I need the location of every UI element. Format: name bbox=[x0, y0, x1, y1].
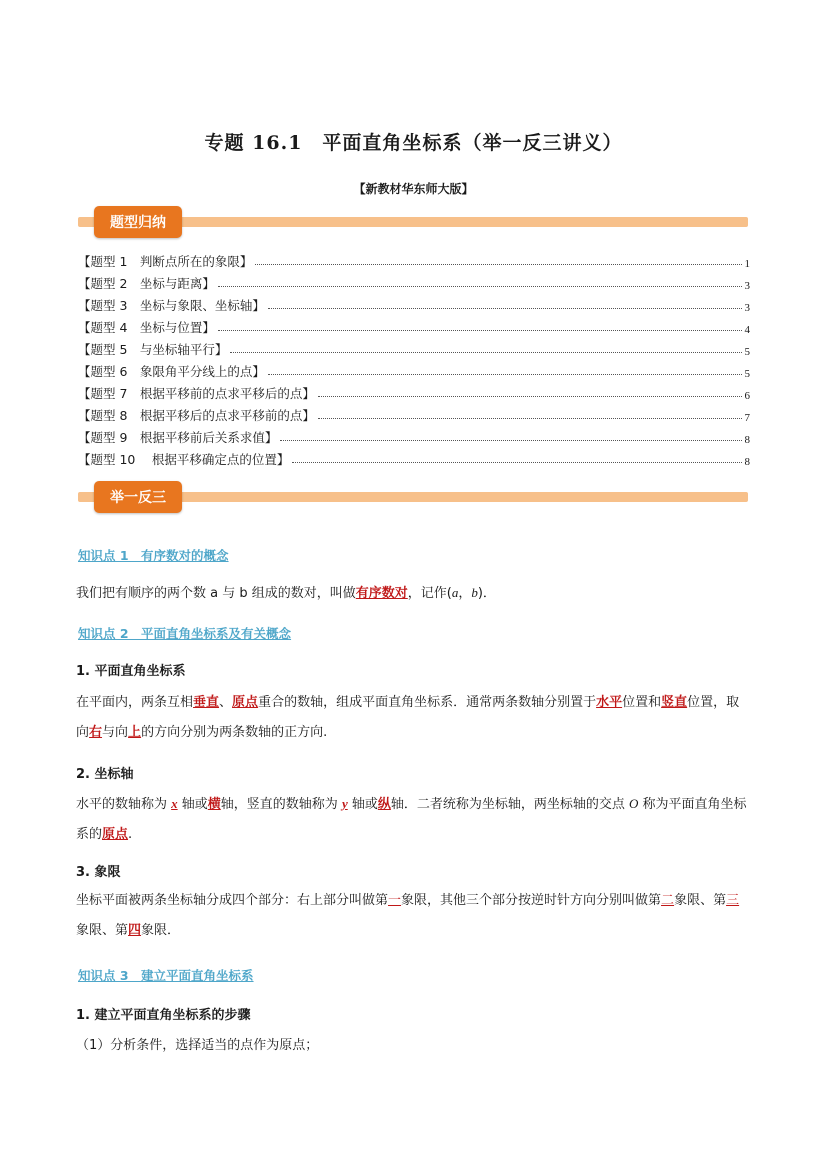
kp2-p1-text: 位置和 bbox=[622, 695, 662, 710]
kp2-p3-text: 象限． bbox=[141, 923, 181, 938]
toc-label: 【题型 1 判断点所在的象限】 bbox=[78, 254, 253, 269]
toc-label: 【题型 9 根据平移前后关系求值】 bbox=[78, 430, 278, 445]
kp3-heading: 知识点 3 建立平面直角坐标系 bbox=[78, 968, 254, 983]
toc-page-number: 8 bbox=[744, 434, 750, 446]
toc-row[interactable] bbox=[78, 380, 750, 402]
kp2-p3-text: 象限，其他三个部分按逆时针方向分别叫做第 bbox=[401, 893, 662, 908]
kp2-p1-term-right: 右 bbox=[89, 725, 103, 740]
kp1-term-ordered-pair: 有序数对 bbox=[355, 586, 408, 601]
toc-leader-dots bbox=[218, 330, 742, 331]
toc-label: 【题型 2 坐标与距离】 bbox=[78, 276, 215, 291]
toc-row[interactable] bbox=[78, 292, 750, 314]
toc-row[interactable] bbox=[78, 248, 750, 270]
kp2-p2-text: 轴，竖直的数轴称为 bbox=[220, 797, 342, 812]
toc-page-number: 7 bbox=[744, 412, 750, 424]
kp2-p2-text: . bbox=[128, 827, 133, 842]
kp2-p3-text: 坐标平面被两条坐标轴分成四个部分：右上部分叫做第 bbox=[76, 893, 389, 908]
kp2-p1-term-horizontal: 水平 bbox=[596, 695, 623, 710]
toc-leader-dots bbox=[318, 418, 742, 419]
toc-label: 【题型 6 象限角平分线上的点】 bbox=[78, 364, 265, 379]
kp2-p3-term-fourth: 四 bbox=[128, 923, 142, 938]
toc-page-number: 5 bbox=[744, 346, 750, 358]
kp2-heading: 知识点 2 平面直角坐标系及有关概念 bbox=[78, 626, 292, 641]
kp1-text-1: 我们把有顺序的两个数 a 与 b 组成的数对，叫做 bbox=[76, 586, 356, 601]
page-title: 专题 16.1 平面直角坐标系（举一反三讲义） bbox=[204, 132, 623, 154]
section-tag-examples: 举一反三 bbox=[94, 481, 182, 513]
kp2-p1-text: 位置，取向 bbox=[76, 695, 740, 740]
kp2-p2-text: 轴或 bbox=[177, 797, 208, 812]
kp1-var-a: a bbox=[451, 585, 459, 600]
kp2-paragraph-1 bbox=[76, 688, 751, 748]
kp2-p2-term-horizontal-axis: 横 bbox=[207, 797, 221, 812]
kp2-p2-term-origin: 原点 bbox=[102, 827, 129, 842]
toc-leader-dots bbox=[230, 352, 741, 353]
kp2-p3-term-first: 一 bbox=[388, 893, 402, 908]
kp3-step-1: （1）分析条件，选择适当的点作为原点； bbox=[76, 1038, 319, 1053]
kp2-p1-text: 重合的数轴，组成平面直角坐标系．通常两条数轴分别置于 bbox=[258, 695, 597, 710]
edition-subtitle: 【新教材华东师大版】 bbox=[353, 182, 474, 196]
kp2-p1-text: 与向 bbox=[102, 725, 129, 740]
section-tag-question-types: 题型归纳 bbox=[94, 206, 182, 238]
toc-row[interactable] bbox=[78, 270, 750, 292]
kp2-p2-term-vertical-axis: 纵 bbox=[377, 797, 391, 812]
toc-leader-dots bbox=[318, 396, 742, 397]
toc-row[interactable] bbox=[78, 336, 750, 358]
toc-page-number: 3 bbox=[744, 302, 750, 314]
toc-page-number: 5 bbox=[744, 368, 750, 380]
kp2-p1-text: 的方向分别为两条数轴的正方向. bbox=[141, 725, 328, 740]
toc-leader-dots bbox=[218, 286, 742, 287]
toc-page-number: 6 bbox=[744, 390, 750, 402]
kp2-p2-term-x: x bbox=[171, 796, 178, 811]
toc-page-number: 1 bbox=[744, 258, 750, 270]
toc-leader-dots bbox=[280, 440, 741, 441]
kp2-p1-term-vertical: 竖直 bbox=[661, 695, 688, 710]
kp1-text-4: ， bbox=[458, 586, 472, 601]
toc-leader-dots bbox=[268, 374, 742, 375]
kp1-paragraph bbox=[76, 578, 751, 609]
toc-row[interactable] bbox=[78, 402, 750, 424]
kp2-p2-text: 称为平面直角坐标系的 bbox=[76, 797, 747, 842]
toc-label: 【题型 3 坐标与象限、坐标轴】 bbox=[78, 298, 265, 313]
toc-label: 【题型 7 根据平移前的点求平移后的点】 bbox=[78, 386, 315, 401]
kp2-p3-text: 象限、第 bbox=[674, 893, 727, 908]
kp2-p2-text: 轴或 bbox=[347, 797, 378, 812]
kp1-heading: 知识点 1 有序数对的概念 bbox=[78, 548, 229, 563]
kp2-p3-term-third: 三 bbox=[726, 893, 740, 908]
kp2-paragraph-2 bbox=[76, 789, 751, 850]
kp1-var-b: b bbox=[471, 585, 478, 600]
toc-row[interactable] bbox=[78, 446, 750, 468]
toc-row[interactable] bbox=[78, 314, 750, 336]
kp2-p1-term-origin: 原点 bbox=[232, 695, 259, 710]
toc-row[interactable] bbox=[78, 358, 750, 380]
kp2-p1-text: 、 bbox=[219, 695, 233, 710]
toc-leader-dots bbox=[268, 308, 742, 309]
toc-leader-dots bbox=[255, 264, 741, 265]
kp3-subheading-1: 1. 建立平面直角坐标系的步骤 bbox=[76, 1008, 251, 1023]
toc-row[interactable] bbox=[78, 424, 750, 446]
toc-leader-dots bbox=[292, 462, 741, 463]
toc-label: 【题型 8 根据平移后的点求平移前的点】 bbox=[78, 408, 315, 423]
kp2-p2-term-y: y bbox=[341, 796, 348, 811]
toc-page-number: 3 bbox=[744, 280, 750, 292]
table-of-contents bbox=[78, 248, 750, 468]
toc-label: 【题型 4 坐标与位置】 bbox=[78, 320, 215, 335]
kp1-text-3: ，记作( bbox=[407, 586, 452, 601]
toc-page-number: 4 bbox=[744, 324, 750, 336]
kp2-subheading-1: 1. 平面直角坐标系 bbox=[76, 664, 186, 679]
kp2-p1-term-perpendicular: 垂直 bbox=[193, 695, 220, 710]
kp2-p2-text: 水平的数轴称为 bbox=[76, 797, 172, 812]
kp2-p3-text: 象限、第 bbox=[76, 923, 129, 938]
kp2-subheading-2: 2. 坐标轴 bbox=[76, 767, 134, 782]
kp1-text-5: )． bbox=[477, 586, 496, 601]
kp2-p1-term-up: 上 bbox=[128, 725, 142, 740]
kp2-p2-var-o: O bbox=[629, 796, 639, 811]
kp2-p1-text: 在平面内，两条互相 bbox=[76, 695, 194, 710]
toc-page-number: 8 bbox=[744, 456, 750, 468]
kp2-p3-term-second: 二 bbox=[661, 893, 675, 908]
kp2-paragraph-3 bbox=[76, 886, 751, 946]
kp2-subheading-3: 3. 象限 bbox=[76, 865, 121, 880]
toc-label: 【题型 5 与坐标轴平行】 bbox=[78, 342, 228, 357]
kp2-p2-text: 轴．二者统称为坐标轴，两坐标轴的交点 bbox=[390, 797, 630, 812]
toc-label: 【题型 10 根据平移确定点的位置】 bbox=[78, 452, 290, 467]
